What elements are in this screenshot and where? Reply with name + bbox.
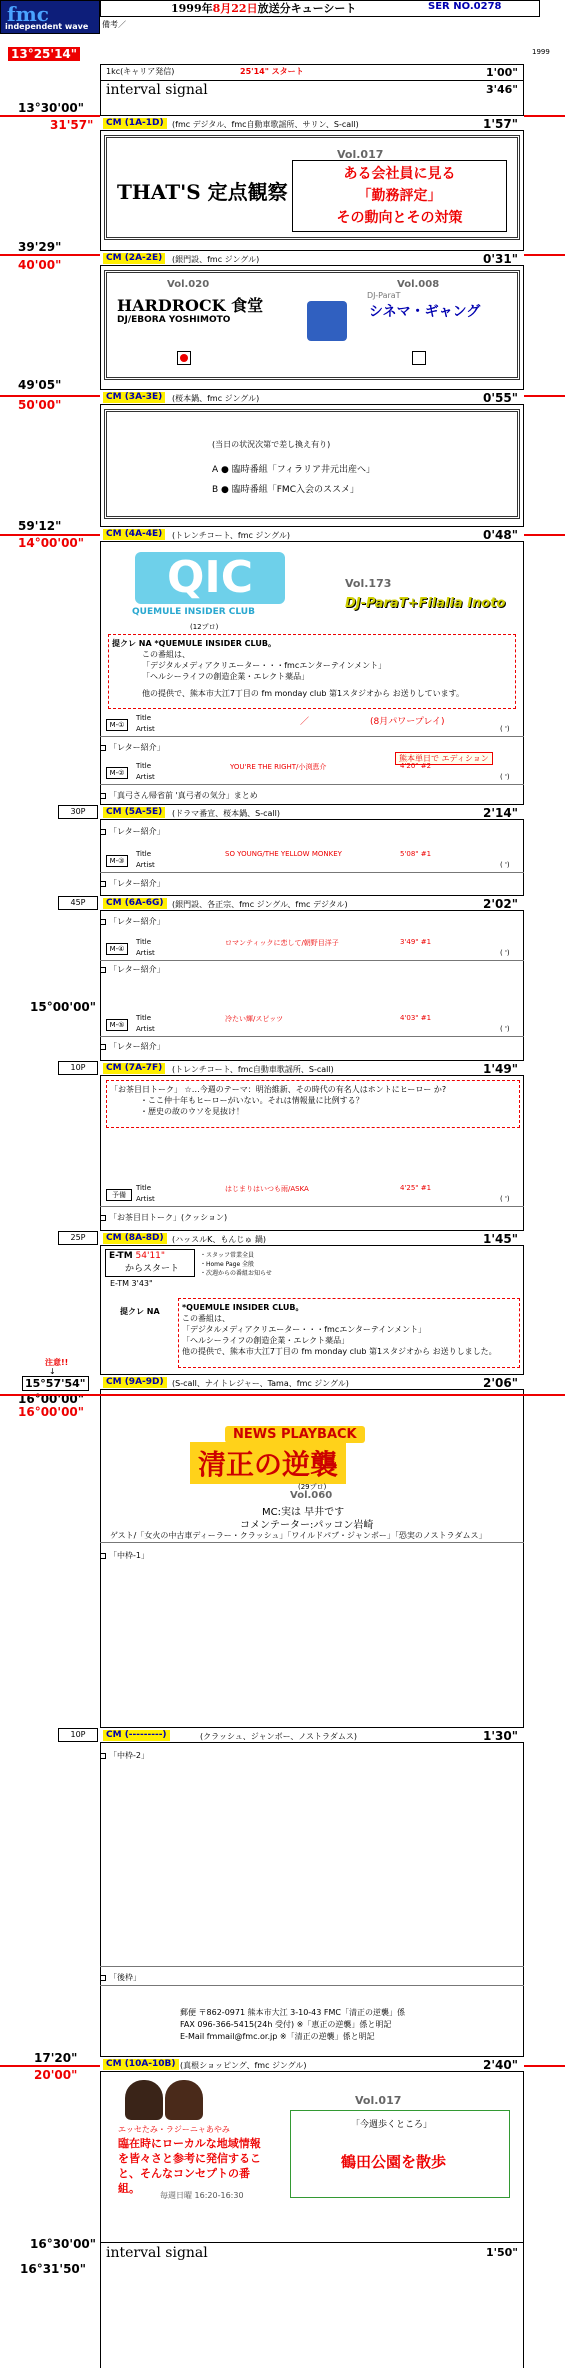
time-t7: 59'12" xyxy=(18,519,62,533)
prog2-left-dj: DJ/EBORA YOSHIMOTO xyxy=(117,315,231,325)
prog1-box: ある会社員に見る 「勤務評定」 その動向とその対策 xyxy=(292,160,507,232)
prog2-right-avatar xyxy=(307,301,347,341)
news-badge: NEWS PLAYBACK xyxy=(225,1426,365,1443)
news-guests: ゲスト/「女火の中古車ディーラー・クラッシュ」「ワイルドパブ・ジャンボー」「恐実のノストラダムス」 xyxy=(110,1531,487,1540)
cm-row-4: CM (4A-4E) (トレンチコート、fmc ジングル) 0'48" xyxy=(100,526,524,542)
time-t3: 39'29" xyxy=(18,240,62,254)
time-t12: 16°00'00" xyxy=(18,1405,85,1419)
last-box: 「今週歩くところ」 鶴田公園を散歩 xyxy=(290,2110,510,2198)
time-t9: 15°00'00" xyxy=(30,1000,97,1014)
qic-sub: QUEMULE INSIDER CLUB xyxy=(132,607,255,617)
side-p-7: 10P xyxy=(58,1061,98,1075)
last-avatars xyxy=(125,2080,205,2120)
cm5-sub: 「レター紹介」 xyxy=(100,826,524,837)
prog3-line3: B ● 臨時番組「FMC入会のススメ」 xyxy=(212,485,359,495)
qic2-label: 提クレ NA xyxy=(120,1307,160,1316)
news-end: 「後枠」 xyxy=(100,1972,524,1983)
news-mc: MC:実は 早井です xyxy=(262,1507,345,1518)
last-left-body: 臨在時にローカルな地域情報を皆々さと参考に発信すること、そんなコンセプトの番組。 xyxy=(118,2137,261,2195)
side-p-5: 30P xyxy=(58,805,98,819)
time-t4: 40'00" xyxy=(18,258,62,272)
cm-row-8: CM (8A-8D) (ハッスルK、もんじゅ 鍋) 1'45" xyxy=(100,1230,524,1246)
news-title: 清正の逆襲 xyxy=(190,1442,346,1484)
last-left-l1: エッセたみ・ラジーニャあやみ xyxy=(118,2125,230,2134)
news-mid1: 「中枠-1」 xyxy=(100,1550,524,1561)
cm6-sub: 「レター紹介」 xyxy=(100,916,524,927)
prog2-right-dj: DJ-ParaT xyxy=(367,291,401,300)
side-p-6: 45P xyxy=(58,896,98,910)
last-vol: Vol.017 xyxy=(355,2094,402,2107)
qic-logo: QIC xyxy=(135,552,285,604)
song-sub-4: 「レター紹介」 xyxy=(100,964,524,975)
song-sub-3: 「レター紹介」 xyxy=(100,878,524,889)
talk-box-1: 「お茶目日トーク」 ☆…今週のテーマ：明治維新、その時代の有名人はホントにヒーロー か? ・ここ仲十年もヒーローがいない。それは情報量に比例する？ ・歴史の故のウソを見抜け！ xyxy=(106,1080,520,1128)
cm-row-3: CM (3A-3E) (桜本鍋、fmc ジングル) 0'55" xyxy=(100,389,524,405)
qic-credit-box-2: *QUEMULE INSIDER CLUB。 この番組は、 「デジタルメディアクリエーター・・・fmcエンターテインメント」 「ヘルシーライフの創造企業・エレクト薬品」 他の提供で、熊本市大江7丁目の fm monday club 第1スタジオから お送りしました。 xyxy=(178,1298,520,1368)
time-t16: 16°31'50" xyxy=(20,2262,87,2276)
prog2-right-checkbox[interactable] xyxy=(412,351,426,365)
prog2-left-checkbox[interactable] xyxy=(177,351,191,365)
qic-credit-box: 提クレ NA *QUEMULE INSIDER CLUB。 この番組は、 「デジタルメディアクリエーター・・・fmcエンターテインメント」 「ヘルシーライフの創造企業・エレクト薬品」 他の提供で、熊本市大江7丁目の fm monday club 第1スタジオから お送りしています。 xyxy=(108,634,516,709)
song-row-6: 予備 Title Artist はじまりはいつも雨/ASKA 4'25" #1 ( ') xyxy=(100,1182,524,1207)
prog1-logo: THAT'S 定点観察 xyxy=(117,180,288,204)
cm-row-1: CM (1A-1D) (fmc デジタル、fmc自動車歌謡所、サリン、S-call) 1'57" xyxy=(100,115,524,131)
qic-dj: DJ-ParaT+Filalia Inoto xyxy=(345,596,506,611)
song-sub-5: 「レター紹介」 xyxy=(100,1041,524,1052)
song-row-4: M-④ Title Artist ロマンティックに恋して/朝野目洋子 3'49" #1 ( ') xyxy=(100,936,524,961)
song-sub-1: 「レター紹介」 xyxy=(100,742,524,753)
qic-vol: Vol.173 xyxy=(345,577,392,590)
prog1-vol: Vol.017 xyxy=(337,148,384,161)
time-t11: 16°00'00" xyxy=(18,1392,85,1406)
news-vol: Vol.060 xyxy=(290,1490,333,1501)
program-box-2 xyxy=(104,270,520,380)
time-t2: 31'57" xyxy=(50,118,94,132)
header-logo xyxy=(0,0,100,34)
prog2-right-vol: Vol.008 xyxy=(397,279,440,290)
last-left-time: 毎週日曜 16:20-16:30 xyxy=(160,2191,244,2200)
prog2-right-title: シネマ・ギャング xyxy=(369,304,481,320)
time-t15: 16°30'00" xyxy=(30,2237,97,2251)
prog3-line1: (当日の状況次第で差し換え有り) xyxy=(212,440,331,449)
cm-row-6: CM (6A-6G) (銀門設、各正宗、fmc ジングル、fmc デジタル) 2'02" xyxy=(100,895,524,911)
cm-row-7: CM (7A-7F) (トレンチコート、fmc自動車歌謡所、S-call) 1'49" xyxy=(100,1060,524,1076)
remarks-label: 備考／ xyxy=(102,20,126,29)
caution-label: 注意!! xyxy=(45,1358,69,1367)
etm-box: E-TM 54'11" からスタート xyxy=(105,1249,195,1277)
news-mid2: 「中枠-2」 xyxy=(100,1750,524,1761)
song-sub-6: 「お茶目日トーク」(クッション) xyxy=(100,1212,524,1223)
header-title: 1999年8月22日放送分キューシート xyxy=(100,0,540,17)
prog2-left-vol: Vol.020 xyxy=(167,279,210,290)
prog2-left-title: HARDROCK 食堂 xyxy=(117,296,264,315)
news-addr2: FAX 096-366-5415(24h 受付) ※「恵正の逆襲」係と明記 xyxy=(180,2020,392,2029)
etm-time2: E-TM 3'43" xyxy=(110,1279,153,1288)
time-t1: 13°30'00" xyxy=(18,101,85,115)
song-row-1: M-① Title Artist ／ (8月パワープレイ) ( ') xyxy=(100,712,524,737)
logo-glyph: fmc xyxy=(7,2,49,26)
cm-row-5: CM (5A-5E) (ドラマ番宣、桜本鍋、S-call) 2'14" xyxy=(100,804,524,820)
song-row-2: M-② Title Artist YOU'RE THE RIGHT/小渕恵介 4'20" #2 ( ') xyxy=(100,760,524,785)
cm-row-11: CM (10A-10B) (真根ショッピング、fmc ジングル) 2'40" xyxy=(100,2056,524,2072)
song-row-3: M-③ Title Artist SO YOUNG/THE YELLOW MONKEY 5'08" #1 ( ') xyxy=(100,848,524,873)
program-box-1 xyxy=(104,135,520,240)
cm-row-9: CM (9A-9D) (S-call、ナイトレジャー、Tama、fmc ジングル) 2'06" xyxy=(100,1374,524,1390)
time-t14: 20'00" xyxy=(34,2068,78,2082)
start-time: 13°25'14" xyxy=(8,47,80,61)
program-box-3 xyxy=(104,409,520,519)
side-p-8: 25P xyxy=(58,1231,98,1245)
news-comm: コメンテーター:パッコン岩崎 xyxy=(240,1520,374,1531)
qic-note: (12プロ) xyxy=(190,623,219,631)
etm-bullets: ・スタッフ常業全員 ・Home Page 全般 ・次週からの番組お知らせ xyxy=(200,1252,272,1277)
red-note-1: 熊本単日で エディション xyxy=(395,752,493,765)
ser-no: SER NO.0278 xyxy=(428,1,502,12)
cm-row-2: CM (2A-2E) (銀門設、fmc ジングル) 0'31" xyxy=(100,250,524,266)
time-t6: 50'00" xyxy=(18,398,62,412)
song-row-5: M-⑤ Title Artist 冷たい輝/スピッツ 4'03" #1 ( ') xyxy=(100,1012,524,1037)
cm-row-10: CM (---------) (クラッシュ、ジャンボー、ノストラダムス) 1'30" xyxy=(100,1727,524,1743)
time-t8: 14°00'00" xyxy=(18,536,85,550)
song-sub-2: 「真弓さん帰省前 '真弓者の気分」まとめ xyxy=(100,790,524,801)
caution-arrow: ↓ xyxy=(49,1367,56,1376)
news-addr1: 郵便 〒862-0971 熊本市大江 3-10-43 FMC「清正の逆襲」係 xyxy=(180,2008,405,2017)
prog3-line2: A ● 臨時番組「フィラリア井元出産へ」 xyxy=(212,465,376,475)
news-addr3: E-Mail fmmail@fmc.or.jp ※「清正の逆襲」係と明記 xyxy=(180,2032,375,2041)
time-t13: 17'20" xyxy=(34,2051,78,2065)
right-logo: 1999 xyxy=(532,48,550,56)
logo-text: independent wave xyxy=(5,22,89,31)
time-t10: 15°57'54" xyxy=(22,1376,89,1391)
side-p-10: 10P xyxy=(58,1728,98,1742)
time-t5: 49'05" xyxy=(18,378,62,392)
news-sub: (29プロ) xyxy=(298,1483,327,1491)
